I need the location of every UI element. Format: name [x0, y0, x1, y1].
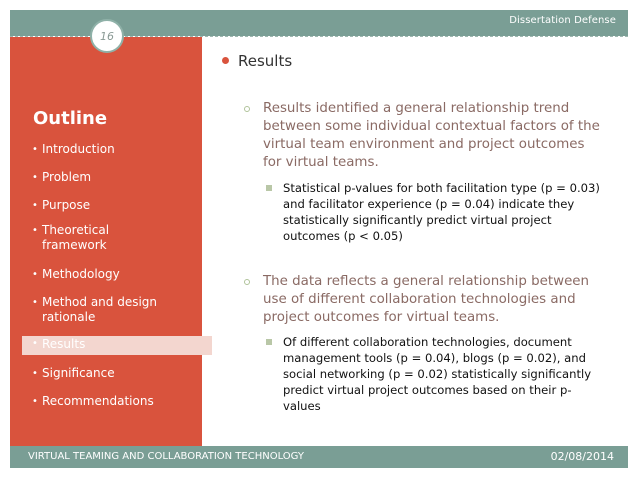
content-subpoint-text: Statistical p-values for both facilitation type (p = 0.03) and facilitator experience (p = 0.04) indicate they statistically significantly predict virtual project outcomes (p < 0.05) — [283, 181, 600, 243]
content-point — [244, 273, 604, 327]
content-subpoint — [266, 334, 606, 414]
bullet-icon: • — [32, 368, 38, 379]
content-point — [244, 100, 604, 172]
outline-item-significance[interactable] — [32, 366, 202, 381]
outline-item-purpose[interactable] — [32, 198, 202, 213]
content-subpoint-text: Of different collaboration technologies, document management tools (p = 0.04), blogs (p = 0.02), and social networking (p = 0.02) statistically significantly predict virtual project outcomes based on their p-values — [283, 335, 592, 413]
outline-item-label: Method and design rationale — [42, 295, 158, 324]
bullet-icon: • — [32, 269, 38, 280]
bullet-icon: • — [32, 225, 38, 236]
outline-item-theoretical-framework[interactable] — [32, 223, 172, 253]
outline-item-label: Theoretical framework — [42, 223, 110, 252]
outline-item-label: Introduction — [42, 142, 115, 156]
bullet-icon: • — [32, 338, 38, 349]
outline-item-label: Problem — [42, 170, 92, 184]
hollow-bullet-icon — [244, 106, 250, 112]
slide-number-badge — [90, 19, 124, 53]
bullet-icon: • — [32, 297, 38, 308]
outline-item-results[interactable] — [22, 336, 212, 355]
bullet-icon: • — [32, 200, 38, 211]
outline-item-problem[interactable] — [32, 170, 202, 185]
content-point-text: Results identified a general relationship trend between some individual contextual factors of the virtual team environment and project outcomes for virtual teams. — [263, 101, 600, 170]
bullet-icon: • — [32, 396, 38, 407]
hollow-bullet-icon — [244, 279, 250, 285]
footer-bar — [10, 446, 628, 468]
presentation-title: Dissertation Defense — [509, 15, 616, 26]
footer-date: 02/08/2014 — [550, 450, 614, 463]
outline-item-methodology[interactable] — [32, 267, 202, 282]
outline-item-label: Methodology — [42, 267, 120, 281]
outline-item-label: Recommendations — [42, 394, 154, 408]
outline-item-method-and-design-rationale[interactable] — [32, 295, 182, 325]
square-bullet-icon — [266, 185, 272, 191]
content-heading-text: Results — [238, 52, 293, 70]
outline-item-label: Purpose — [42, 198, 91, 212]
bullet-icon: • — [32, 144, 38, 155]
square-bullet-icon — [266, 339, 272, 345]
outline-item-label: Significance — [42, 366, 115, 380]
outline-item-recommendations[interactable] — [32, 394, 202, 409]
content-point-text: The data reflects a general relationship between use of different collaboration technologies and project outcomes for virtual teams. — [263, 274, 590, 325]
bullet-icon — [222, 57, 229, 64]
outline-title: Outline — [33, 108, 108, 129]
bullet-icon: • — [32, 172, 38, 183]
outline-item-label: Results — [42, 337, 86, 351]
slide-number: 16 — [100, 30, 114, 43]
footer-title: VIRTUAL TEAMING AND COLLABORATION TECHNOLOGY — [28, 451, 305, 462]
outline-item-introduction[interactable] — [32, 142, 202, 157]
content-subpoint — [266, 180, 606, 244]
